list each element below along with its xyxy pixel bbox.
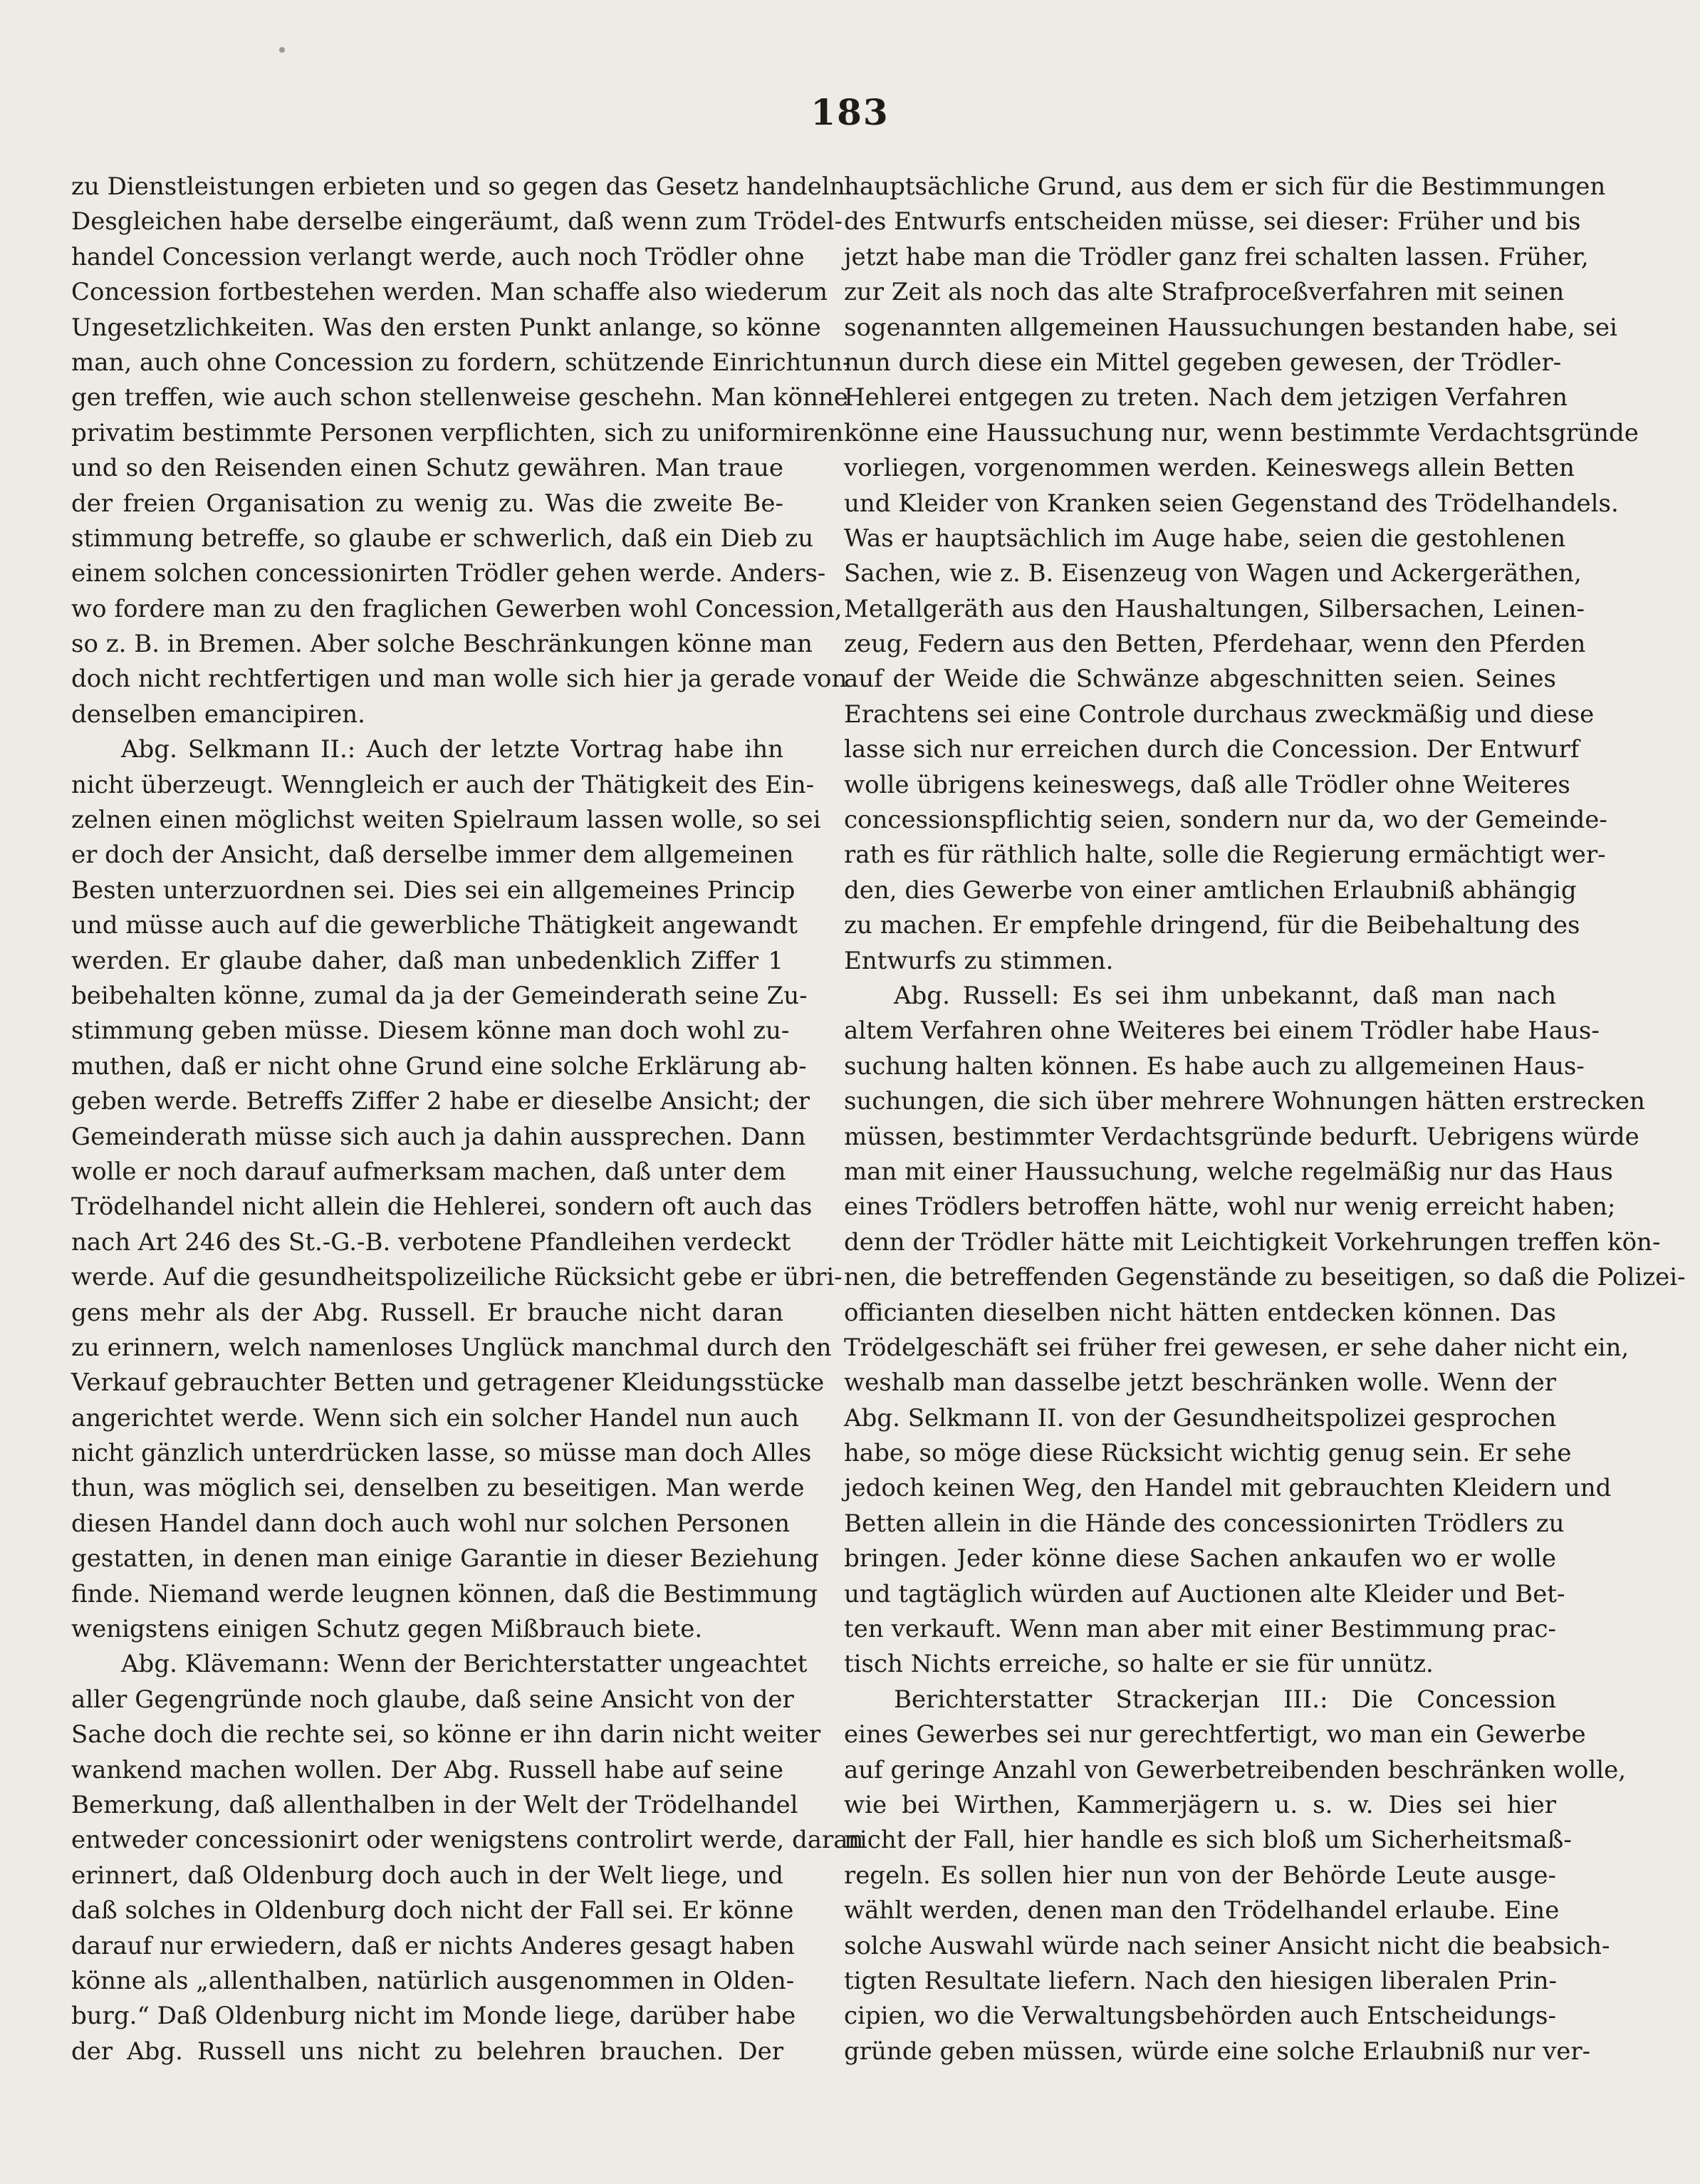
text-line: altem Verfahren ohne Weiteres bei einem Trödler habe Haus- [844,1016,1600,1046]
text-line: wählt werden, denen man den Trödelhandel erlaube. Eine [844,1896,1560,1925]
text-line: daß solches in Oldenburg doch nicht der Fall sei. Er könne [71,1896,794,1925]
text-line: jedoch keinen Weg, den Handel mit gebrauchten Kleidern und [844,1474,1612,1503]
text-line: zu erinnern, welch namenloses Unglück manchmal durch den [71,1333,832,1362]
text-line: könne eine Haussuchung nur, wenn bestimmte Verdachtsgründe [844,418,1639,447]
text-line: Entwurfs zu stimmen. [844,946,1114,975]
text-line: gen treffen, wie auch schon stellenweise geschehn. Man könne [71,383,848,412]
text-line: man, auch ohne Concession zu fordern, schützende Einrichtun- [71,348,851,377]
text-line: gründe geben müssen, würde eine solche Erlaubniß nur ver- [844,2037,1591,2066]
text-line: tigten Resultate liefern. Nach den hiesigen liberalen Prin- [844,1966,1558,1995]
text-line: finde. Niemand werde leugnen können, daß die Bestimmung [71,1579,818,1608]
text-line: erinnert, daß Oldenburg doch auch in der Welt liege, und [71,1861,783,1890]
text-line: werden. Er glaube daher, daß man unbedenklich Ziffer 1 [71,946,783,975]
text-line: Besten unterzuordnen sei. Dies sei ein allgemeines Princip [71,875,796,905]
text-line: einem solchen concessionirten Trödler gehen werde. Anders- [71,559,826,588]
text-line: Erachtens sei eine Controle durchaus zweckmäßig und diese [844,700,1595,729]
text-line: solche Auswahl würde nach seiner Ansicht nicht die beabsich- [844,1931,1610,1960]
text-line: handel Concession verlangt werde, auch noch Trödler ohne [71,242,805,271]
text-line: auf der Weide die Schwänze abgeschnitten seien. Seines [844,665,1556,694]
text-line: gens mehr als der Abg. Russell. Er brauche nicht daran [71,1298,783,1327]
text-line: nicht gänzlich unterdrücken lasse, so müsse man doch Alles [71,1439,812,1468]
text-line: zu Dienstleistungen erbieten und so gegen das Gesetz handeln. [71,172,853,201]
text-line: des Entwurfs entscheiden müsse, sei dieser: Früher und bis [844,207,1581,236]
text-line: und tagtäglich würden auf Auctionen alte Kleider und Bet- [844,1579,1565,1608]
text-line: bringen. Jeder könne diese Sachen ankaufen wo er wolle [844,1544,1556,1574]
text-line: auf geringe Anzahl von Gewerbetreibenden beschränken wolle, [844,1755,1627,1784]
text-line: officianten dieselben nicht hätten entdecken können. Das [844,1298,1556,1327]
text-line: geben werde. Betreffs Ziffer 2 habe er dieselbe Ansicht; der [71,1087,810,1116]
text-line: zu machen. Er empfehle dringend, für die Beibehaltung des [844,911,1580,940]
text-line: könne als „allenthalben, natürlich ausgenommen in Olden- [71,1966,795,1995]
text-line: Betten allein in die Hände des concessionirten Trödlers zu [844,1509,1565,1538]
text-line: Gemeinderath müsse sich auch ja dahin aussprechen. Dann [71,1122,806,1151]
text-line: gestatten, in denen man einige Garantie in dieser Beziehung [71,1544,819,1574]
text-line: zelnen einen möglichst weiten Spielraum lassen wolle, so sei [71,806,821,835]
text-line: wolle übrigens keineswegs, daß alle Trödler ohne Weiteres [844,770,1570,799]
text-line: nen, die betreffenden Gegenstände zu beseitigen, so daß die Polizei- [844,1263,1686,1292]
text-line: der freien Organisation zu wenig zu. Was die zweite Be- [71,489,783,518]
text-line: nach Art 246 des St.-G.-B. verbotene Pfandleihen verdeckt [71,1227,791,1257]
text-line: eines Gewerbes sei nur gerechtfertigt, wo man ein Gewerbe [844,1720,1586,1749]
text-line: angerichtet werde. Wenn sich ein solcher Handel nun auch [71,1403,799,1432]
text-line: der Abg. Russell uns nicht zu belehren brauchen. Der [71,2037,783,2066]
text-line: werde. Auf die gesundheitspolizeiliche Rücksicht gebe er übri- [71,1263,843,1292]
text-line: Was er hauptsächlich im Auge habe, seien die gestohlenen [844,524,1566,553]
text-line: zeug, Federn aus den Betten, Pferdehaar, wenn den Pferden [844,630,1586,659]
text-line: privatim bestimmte Personen verpflichten, sich zu uniformiren [71,418,844,447]
page-number: 183 [810,91,890,133]
text-line: zur Zeit als noch das alte Strafproceßverfahren mit seinen [844,278,1565,307]
text-line: und so den Reisenden einen Schutz gewähren. Man traue [71,454,783,483]
text-line: wenigstens einigen Schutz gegen Mißbrauch biete. [71,1615,703,1644]
text-line: Desgleichen habe derselbe eingeräumt, daß wenn zum Trödel- [71,207,843,236]
text-line: Abg. Selkmann II.: Auch der letzte Vortrag habe ihn [121,735,783,764]
text-line: den, dies Gewerbe von einer amtlichen Erlaubniß abhängig [844,875,1577,905]
text-line: jetzt habe man die Trödler ganz frei schalten lassen. Früher, [844,242,1589,271]
text-line: so z. B. in Bremen. Aber solche Beschränkungen könne man [71,630,813,659]
text-line: und müsse auch auf die gewerbliche Thätigkeit angewandt [71,911,798,940]
text-line: müssen, bestimmter Verdachtsgründe bedurft. Uebrigens würde [844,1122,1639,1151]
text-line: wo fordere man zu den fraglichen Gewerben wohl Concession, [71,594,843,623]
text-line: sogenannten allgemeinen Haussuchungen bestanden habe, sei [844,313,1617,342]
text-line: concessionspflichtig seien, sondern nur da, wo der Gemeinde- [844,806,1607,835]
text-line: eines Trödlers betroffen hätte, wohl nur wenig erreicht haben; [844,1192,1616,1222]
text-line: aller Gegengründe noch glaube, daß seine Ansicht von der [71,1685,794,1714]
text-line: denn der Trödler hätte mit Leichtigkeit Vorkehrungen treffen kön- [844,1227,1661,1257]
text-line: Trödelhandel nicht allein die Hehlerei, sondern oft auch das [71,1192,813,1222]
text-line: burg.“ Daß Oldenburg nicht im Monde liege, darüber habe [71,2002,796,2031]
text-line: ten verkauft. Wenn man aber mit einer Bestimmung prac- [844,1615,1556,1644]
text-line: hauptsächliche Grund, aus dem er sich für die Bestimmungen [844,172,1606,201]
text-line: Concession fortbestehen werden. Man schaffe also wiederum [71,278,828,307]
text-line: Metallgeräth aus den Haushaltungen, Silbersachen, Leinen- [844,594,1585,623]
text-line: beibehalten könne, zumal da ja der Gemeinderath seine Zu- [71,981,808,1010]
text-line: stimmung geben müsse. Diesem könne man doch wohl zu- [71,1016,790,1046]
text-line: Verkauf gebrauchter Betten und getragener Kleidungsstücke [71,1368,825,1398]
text-line: muthen, daß er nicht ohne Grund eine solche Erklärung ab- [71,1051,807,1081]
text-line: darauf nur erwiedern, daß er nichts Anderes gesagt haben [71,1931,795,1960]
text-line: rath es für räthlich halte, solle die Regierung ermächtigt wer- [844,841,1606,870]
text-line: suchung halten können. Es habe auch zu allgemeinen Haus- [844,1051,1585,1081]
text-line: wie bei Wirthen, Kammerjägern u. s. w. Dies sei hier [844,1790,1556,1819]
text-line: thun, was möglich sei, denselben zu beseitigen. Man werde [71,1474,805,1503]
text-line: vorliegen, vorgenommen werden. Keineswegs allein Betten [844,454,1575,483]
text-line: doch nicht rechtfertigen und man wolle sich hier ja gerade von [71,665,848,694]
text-line: Abg. Klävemann: Wenn der Berichterstatter ungeachtet [121,1650,808,1679]
text-line: stimmung betreffe, so glaube er schwerlich, daß ein Dieb zu [71,524,814,553]
text-line: Berichterstatter Strackerjan III.: Die Concession [894,1685,1556,1714]
text-line: diesen Handel dann doch auch wohl nur solchen Personen [71,1509,791,1538]
text-line: Bemerkung, daß allenthalben in der Welt der Trödelhandel [71,1790,798,1819]
text-line: wankend machen wollen. Der Abg. Russell habe auf seine [71,1755,783,1784]
left-column [71,170,864,2069]
text-line: Sachen, wie z. B. Eisenzeug von Wagen und Ackergeräthen, [844,559,1582,588]
text-line: weshalb man dasselbe jetzt beschränken wolle. Wenn der [844,1368,1556,1398]
text-line: Ungesetzlichkeiten. Was den ersten Punkt anlange, so könne [71,313,821,342]
text-line: nicht überzeugt. Wenngleich er auch der Thätigkeit des Ein- [71,770,815,799]
text-line: Hehlerei entgegen zu treten. Nach dem jetzigen Verfahren [844,383,1568,412]
text-line: cipien, wo die Verwaltungsbehörden auch Entscheidungs- [844,2002,1556,2031]
text-line: und Kleider von Kranken seien Gegenstand des Trödelhandels. [844,489,1619,518]
text-line: Trödelgeschäft sei früher frei gewesen, er sehe daher nicht ein, [844,1333,1629,1362]
text-line: nun durch diese ein Mittel gegeben gewesen, der Trödler- [844,348,1562,377]
text-line: man mit einer Haussuchung, welche regelmäßig nur das Haus [844,1157,1613,1186]
text-line: Sache doch die rechte sei, so könne er ihn darin nicht weiter [71,1720,821,1749]
text-line: lasse sich nur erreichen durch die Concession. Der Entwurf [844,735,1580,764]
text-line: regeln. Es sollen hier nun von der Behörde Leute ausge- [844,1861,1556,1890]
text-line: denselben emancipiren. [71,700,365,729]
right-column [844,170,1686,2069]
text-line: suchungen, die sich über mehrere Wohnungen hätten erstrecken [844,1087,1645,1116]
text-line: Abg. Russell: Es sei ihm unbekannt, daß man nach [894,981,1556,1010]
text-line: tisch Nichts erreiche, so halte er sie für unnütz. [844,1650,1434,1679]
text-line: habe, so möge diese Rücksicht wichtig genug sein. Er sehe [844,1439,1572,1468]
text-line: wolle er noch darauf aufmerksam machen, daß unter dem [71,1157,786,1186]
text-line: nicht der Fall, hier handle es sich bloß um Sicherheitsmaß- [844,1826,1572,1855]
text-line: entweder concessionirt oder wenigstens controlirt werde, daran [71,1826,864,1855]
text-line: Abg. Selkmann II. von der Gesundheitspolizei gesprochen [844,1403,1557,1432]
text-line: er doch der Ansicht, daß derselbe immer dem allgemeinen [71,841,794,870]
ink-spot [279,47,285,53]
